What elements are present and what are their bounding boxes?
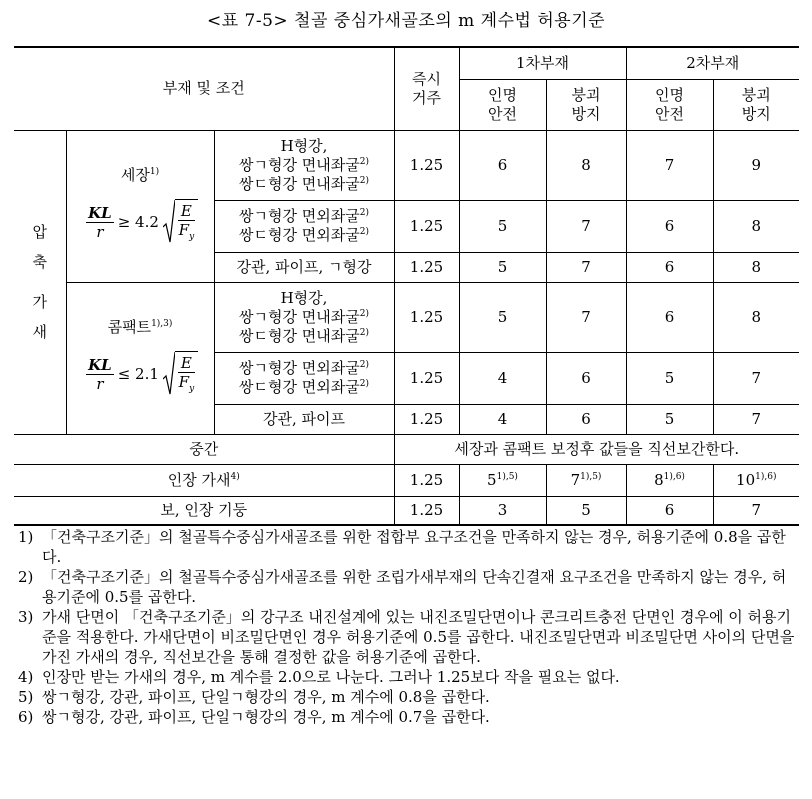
primary-ls-value: $5^{1),5)}$ <box>459 464 546 496</box>
header-member-condition: 부재 및 조건 <box>14 47 394 130</box>
header-primary-life-safety: 인명 안전 <box>459 79 546 130</box>
primary-ls-value: 4 <box>459 352 546 404</box>
io-value: 1.25 <box>394 252 459 282</box>
io-value: 1.25 <box>394 200 459 252</box>
secondary-cp-value: 7 <box>713 404 799 434</box>
primary-cp-value: 8 <box>546 130 626 200</box>
io-value: 1.25 <box>394 496 459 525</box>
slender-formula: $\frac{KL}{r}$ ≥ 4.2 $\frac{E}{F_y}$ <box>67 199 214 246</box>
compact-formula: $\frac{KL}{r}$ ≤ 2.1 $\frac{E}{F_y}$ <box>67 351 214 398</box>
compression-brace-label: 압 축 가 새 <box>14 130 66 434</box>
secondary-ls-value: 5 <box>626 352 713 404</box>
secondary-ls-value: $8^{1),6)}$ <box>626 464 713 496</box>
header-primary-collapse-prevention: 붕괴 방지 <box>546 79 626 130</box>
primary-ls-value: 6 <box>459 130 546 200</box>
member-type-cell: H형강, 쌍ㄱ형강 면내좌굴$^{2)}$ 쌍ㄷ형강 면내좌굴$^{2)}$ <box>214 130 394 200</box>
secondary-cp-value: 8 <box>713 200 799 252</box>
secondary-cp-value: 7 <box>713 352 799 404</box>
member-type-cell: 강관, 파이프, ㄱ형강 <box>214 252 394 282</box>
secondary-ls-value: 6 <box>626 252 713 282</box>
header-immediate-occupancy <box>394 47 459 130</box>
secondary-cp-value: 7 <box>713 496 799 525</box>
slender-label: 세장$^{1)}$ <box>120 166 160 184</box>
primary-ls-value: 5 <box>459 252 546 282</box>
primary-cp-value: 7 <box>546 200 626 252</box>
secondary-cp-value: 9 <box>713 130 799 200</box>
primary-ls-value: 5 <box>459 200 546 252</box>
secondary-ls-value: 6 <box>626 496 713 525</box>
primary-ls-value: 5 <box>459 282 546 352</box>
secondary-ls-value: 6 <box>626 282 713 352</box>
footnote-4: 4) 인장만 받는 가새의 경우, m 계수를 2.0으로 나눈다. 그러나 1.25보다 작을 필요는 없다. <box>18 668 620 686</box>
primary-cp-value: 7 <box>546 282 626 352</box>
primary-cp-value: 7 <box>546 252 626 282</box>
io-value: 1.25 <box>394 404 459 434</box>
compact-label: 콤팩트$^{1),3)}$ <box>107 318 173 336</box>
member-type-cell: 쌍ㄱ형강 면외좌굴$^{2)}$ 쌍ㄷ형강 면외좌굴$^{2)}$ <box>214 352 394 404</box>
member-type-cell: 쌍ㄱ형강 면외좌굴$^{2)}$ 쌍ㄷ형강 면외좌굴$^{2)}$ <box>214 200 394 252</box>
io-value: 1.25 <box>394 464 459 496</box>
beam-column-label: 보, 인장 기둥 <box>14 496 394 525</box>
compact-group-cell <box>66 282 214 434</box>
footnote-5: 5) 쌍ㄱ형강, 강관, 파이프, 단일ㄱ형강의 경우, m 계수에 0.8을 곱한다. <box>18 688 490 706</box>
footnote-3: 3) 가새 단면이 「건축구조기준」의 강구조 내진설계에 있는 내진조밀단면이나 콘크리트충전 단면인 경우에 이 허용기준을 적용한다. 가새단면이 비조밀단면인 경우 허용기준에 0.5를 곱한다. 내진조밀단면과 비조밀단면 사이의 단면을 가진 가새의 경우, 직선보간을 통해 결정한 값을 허용기준에 곱한다. <box>18 608 795 666</box>
primary-cp-value: 5 <box>546 496 626 525</box>
slender-group-cell <box>66 130 214 282</box>
footnote-1: 1) 「건축구조기준」의 철골특수중심가새골조를 위한 접합부 요구조건을 만족하지 않는 경우, 허용기준에 0.8을 곱한다. <box>18 528 786 566</box>
intermediate-text: 세장과 콤팩트 보정후 값들을 직선보간한다. <box>394 434 799 464</box>
footnote-2: 2) 「건축구조기준」의 철골특수중심가새골조를 위한 조립가새부재의 단속긴결재 요구조건을 만족하지 않는 경우, 허용기준에 0.5를 곱한다. <box>18 568 787 606</box>
primary-cp-value: 6 <box>546 404 626 434</box>
secondary-cp-value: 8 <box>713 282 799 352</box>
secondary-cp-value: 8 <box>713 252 799 282</box>
m-factor-table <box>14 46 799 526</box>
footnote-6: 6) 쌍ㄱ형강, 강관, 파이프, 단일ㄱ형강의 경우, m 계수에 0.7을 곱한다. <box>18 708 490 726</box>
header-immediate-line2: 거주 <box>412 88 441 107</box>
header-primary-member: 1차부재 <box>459 47 626 79</box>
header-secondary-member: 2차부재 <box>626 47 799 79</box>
secondary-ls-value: 5 <box>626 404 713 434</box>
primary-ls-value: 3 <box>459 496 546 525</box>
tension-brace-label: 인장 가새$^{4)}$ <box>14 464 394 496</box>
secondary-ls-value: 6 <box>626 200 713 252</box>
secondary-cp-value: $10^{1),6)}$ <box>713 464 799 496</box>
io-value: 1.25 <box>394 282 459 352</box>
footnotes <box>18 527 798 727</box>
io-value: 1.25 <box>394 352 459 404</box>
intermediate-label: 중간 <box>14 434 394 464</box>
table-title: <표 7-5> 철골 중심가새골조의 m 계수법 허용기준 <box>206 11 606 31</box>
member-type-cell: H형강, 쌍ㄱ형강 면내좌굴$^{2)}$ 쌍ㄷ형강 면내좌굴$^{2)}$ <box>214 282 394 352</box>
primary-ls-value: 4 <box>459 404 546 434</box>
header-secondary-life-safety: 인명 안전 <box>626 79 713 130</box>
header-immediate-line1: 즉시 <box>412 69 441 88</box>
io-value: 1.25 <box>394 130 459 200</box>
secondary-ls-value: 7 <box>626 130 713 200</box>
primary-cp-value: 6 <box>546 352 626 404</box>
member-type-cell: 강관, 파이프 <box>214 404 394 434</box>
header-secondary-collapse-prevention: 붕괴 방지 <box>713 79 799 130</box>
primary-cp-value: $7^{1),5)}$ <box>546 464 626 496</box>
